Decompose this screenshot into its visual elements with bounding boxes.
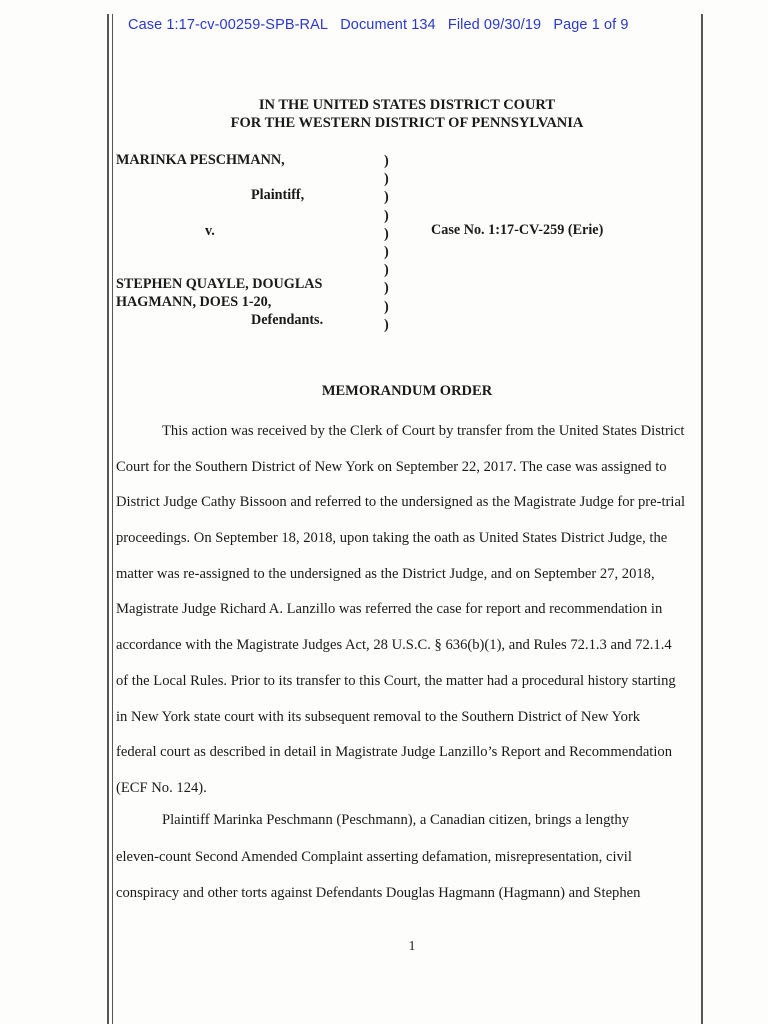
versus-label: v. xyxy=(205,223,215,239)
text-line: District Judge Cathy Bissoon and referred to the undersigned as the Magistrate Judge for pre-trial xyxy=(116,494,685,511)
text-line: in New York state court with its subsequent removal to the Southern District of New York xyxy=(116,708,641,725)
caption-paren: ) xyxy=(384,153,389,169)
text-line: federal court as described in detail in Magistrate Judge Lanzillo’s Report and Recommendation xyxy=(116,744,673,761)
court-heading-line1: IN THE UNITED STATES DISTRICT COURT xyxy=(258,97,556,113)
plaintiff-name: MARINKA PESCHMANN, xyxy=(116,152,285,168)
caption-paren: ) xyxy=(384,298,389,315)
text-line: of the Local Rules. Prior to its transfer to this Court, the matter had a procedural history starting xyxy=(116,672,676,689)
left-margin-rule xyxy=(107,14,109,1024)
caption-parentheses-column xyxy=(384,152,389,334)
ecf-case-number: Case 1:17-cv-00259-SPB-RAL xyxy=(128,17,329,33)
caption-paren: ) xyxy=(384,171,389,188)
caption-paren: ) xyxy=(384,243,389,260)
case-number: Case No. 1:17-CV-259 (Erie) xyxy=(431,222,604,238)
text-line: matter was re-assigned to the undersigned as the District Judge, and on September 27, 2018, xyxy=(116,565,655,582)
memorandum-title: MEMORANDUM ORDER xyxy=(321,383,493,399)
court-heading-line2: FOR THE WESTERN DISTRICT OF PENNSYLVANIA xyxy=(230,115,584,131)
text-line: eleven-count Second Amended Complaint asserting defamation, misrepresentation, civil xyxy=(116,848,632,865)
text-line: This action was received by the Clerk of Court by transfer from the United States District xyxy=(162,423,685,439)
court-heading xyxy=(115,96,699,132)
ecf-document-number: Document 134 xyxy=(340,17,436,33)
paragraph-2 xyxy=(116,802,704,912)
defendants-line2: HAGMANN, DOES 1-20, xyxy=(116,294,272,310)
ecf-filed-date: Filed 09/30/19 xyxy=(447,17,542,33)
caption-paren: ) xyxy=(384,207,389,224)
defendants-line1: STEPHEN QUAYLE, DOUGLAS xyxy=(116,276,323,292)
ecf-filing-header xyxy=(128,17,688,33)
text-line: Court for the Southern District of New York on September 22, 2017. The case was assigned to xyxy=(116,458,667,475)
text-line: Magistrate Judge Richard A. Lanzillo was referred the case for report and recommendation in xyxy=(116,601,663,618)
paragraph-1 xyxy=(116,414,704,807)
text-line: (ECF No. 124). xyxy=(116,779,207,796)
case-caption xyxy=(116,152,700,332)
caption-paren: ) xyxy=(384,262,389,279)
text-line: proceedings. On September 18, 2018, upon taking the oath as United States District Judge, the xyxy=(116,530,668,547)
caption-paren: ) xyxy=(384,316,389,333)
ecf-page-count: Page 1 of 9 xyxy=(553,17,629,33)
text-line: Plaintiff Marinka Peschmann (Peschmann), a Canadian citizen, brings a lengthy xyxy=(162,812,630,828)
defendants-label: Defendants. xyxy=(251,312,324,328)
caption-paren: ) xyxy=(384,189,389,206)
plaintiff-label: Plaintiff, xyxy=(251,187,305,203)
text-line: accordance with the Magistrate Judges Act, 28 U.S.C. § 636(b)(1), and Rules 72.1.3 and 72.1.4 xyxy=(116,637,672,654)
page-number: 1 xyxy=(408,938,416,953)
left-margin-rule-inner xyxy=(112,14,113,1024)
caption-paren: ) xyxy=(384,280,389,297)
text-line: conspiracy and other torts against Defendants Douglas Hagmann (Hagmann) and Stephen xyxy=(116,885,641,901)
caption-paren: ) xyxy=(384,225,389,242)
